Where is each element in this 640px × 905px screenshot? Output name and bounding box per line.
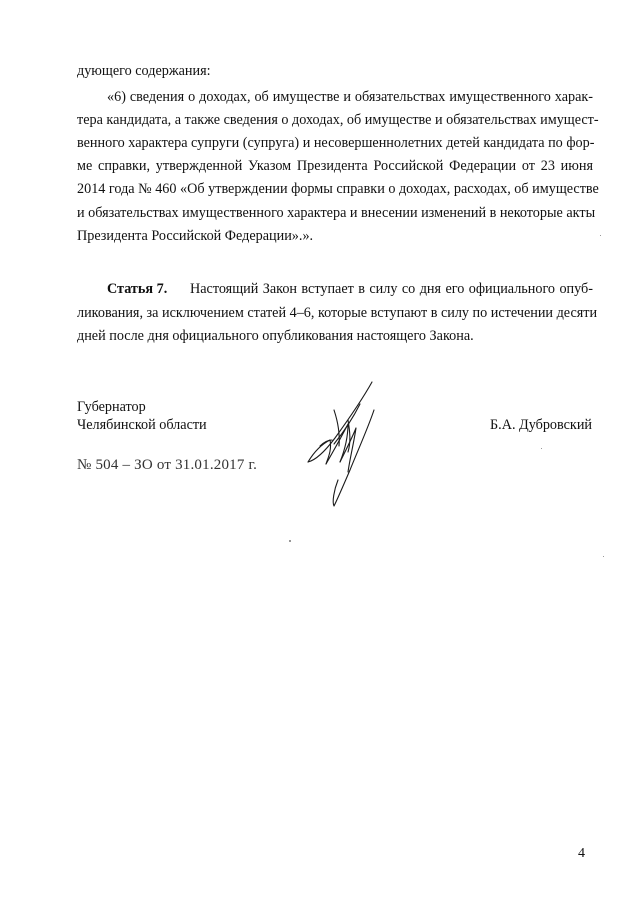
article-7-line-2: ликования, за исключением статей 4–6, которые вступают в силу по истечении десяти	[77, 305, 598, 321]
region-title: Челябинской области	[77, 417, 207, 433]
body-line-2: «6) сведения о доходах, об имуществе и обязательствах имущественного харак-	[107, 89, 593, 105]
scan-speck	[603, 556, 604, 557]
scan-speck	[541, 448, 542, 449]
body-line-4: венного характера супруги (супруга) и несовершеннолетних детей кандидата по фор-	[77, 135, 595, 151]
body-line-6: 2014 года № 460 «Об утверждении формы справки о доходах, расходах, об имуществе	[77, 181, 599, 197]
scan-speck	[289, 540, 291, 542]
body-line-1: дующего содержания:	[77, 63, 211, 79]
governor-title: Губернатор	[77, 399, 146, 415]
body-line-8: Президента Российской Федерации».».	[77, 228, 314, 244]
page-number: 4	[578, 846, 585, 861]
registration-number: № 504 – ЗО от 31.01.2017 г.	[77, 457, 258, 473]
body-line-5: ме справки, утвержденной Указом Президента Российской Федерации от 23 июня	[77, 158, 593, 174]
body-line-7: и обязательствах имущественного характера и внесении изменений в некоторые акты	[77, 205, 596, 221]
body-line-3: тера кандидата, а также сведения о доходах, об имуществе и обязательствах имущест-	[77, 112, 599, 128]
scan-speck	[600, 235, 601, 236]
article-7-line-1: Настоящий Закон вступает в силу со дня его официального опуб-	[190, 281, 593, 297]
handwritten-signature	[290, 380, 400, 515]
article-7-line-3: дней после дня официального опубликования настоящего Закона.	[77, 328, 474, 344]
signer-name: Б.А. Дубровский	[490, 417, 593, 433]
article-7-heading: Статья 7.	[107, 281, 168, 297]
